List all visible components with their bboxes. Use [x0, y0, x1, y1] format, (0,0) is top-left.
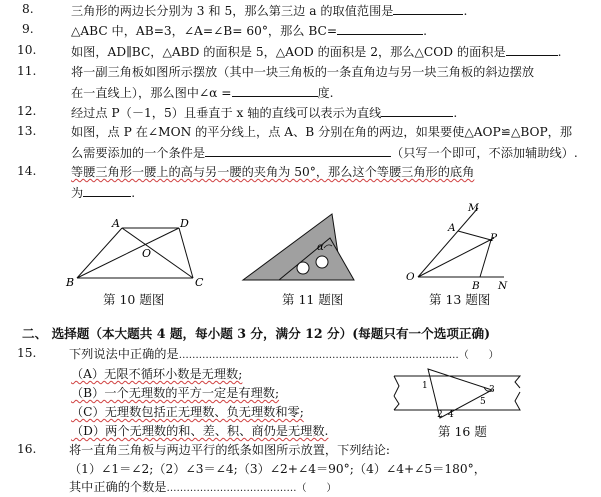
q9-text — [71, 22, 427, 39]
fig16-strip-left-cut-lower — [394, 396, 399, 410]
q11-answer-blank[interactable] — [232, 84, 318, 97]
q12-answer-blank[interactable] — [381, 104, 453, 117]
fig13-label-a: A — [448, 222, 456, 234]
fig16-label-5: 5 — [480, 397, 486, 407]
fig13-label-m: M — [468, 202, 479, 214]
q10-answer-blank[interactable] — [506, 43, 558, 56]
q11-line2-start: 在一直线上），那么图中∠α = — [71, 86, 232, 100]
fig10-label-c: C — [195, 276, 204, 289]
q14-line2 — [71, 184, 135, 201]
figure-13 — [396, 200, 536, 290]
q13-answer-blank[interactable] — [205, 144, 391, 157]
q9-number: 9. — [22, 22, 34, 36]
fig10-diagonal-ac — [122, 228, 193, 278]
q8-number: 8. — [22, 2, 34, 16]
fig10-segment-ab — [77, 228, 122, 278]
q15-option-d-text: （D）两个无理数的和、差、积、商仍是无理数. — [71, 424, 329, 438]
figure-16 — [392, 366, 528, 422]
q11-line1: 将一副三角板如图所示摆放（其中一块三角板的一条直角边与另一块三角板的斜边摆放 — [71, 65, 535, 79]
section-2-title: 二、 选择题（本大题共 4 题，每小题 3 分，满分 12 分）(每题只有一个选项正确) — [22, 326, 491, 341]
fig16-strip-bottom-edge — [394, 392, 520, 410]
q12-number: 12. — [17, 104, 37, 118]
q16-answer-paren[interactable]: …………………………………（ ） — [166, 483, 337, 494]
fig13-caption: 第 13 题图 — [429, 292, 491, 307]
fig13-label-b: B — [472, 280, 480, 290]
q11-number: 11. — [17, 64, 37, 78]
q14-line2-end: . — [131, 186, 136, 200]
q10-tail: . — [557, 45, 562, 59]
q10-number: 10. — [17, 43, 37, 57]
q8-text — [71, 2, 467, 19]
q8-stem: 三角形的两边长分别为 3 和 5，那么第三边 a 的取值范围是 — [71, 4, 394, 18]
q13-line1: 如图，点 P 在∠MON 的平分线上，点 A、B 分别在角的两边，如果要使△AOP≌△BOP，那 — [71, 125, 573, 139]
fig16-caption: 第 16 题 — [438, 424, 487, 439]
fig10-caption: 第 10 题图 — [103, 292, 165, 307]
q10-stem: 如图，AD∥BC，△ABD 的面积是 5，△AOD 的面积是 2，那么△COD 的面积是 — [71, 45, 506, 59]
fig10-diagonal-bd — [77, 228, 179, 278]
fig13-segment-pb — [480, 240, 491, 277]
q9-tail: . — [423, 24, 427, 38]
fig16-label-1: 1 — [422, 381, 428, 391]
q12-tail: . — [453, 106, 458, 120]
fig16-label-4: 4 — [448, 410, 454, 420]
q14-line1 — [71, 164, 474, 180]
fig10-label-o: O — [142, 247, 152, 260]
fig11-label-alpha: α — [317, 242, 324, 253]
q15-option-c-text: （C）无理数包括正无理数、负无理数和零; — [71, 405, 304, 419]
q12-stem: 经过点 P（－1，5）且垂直于 x 轴的直线可以表示为直线 — [71, 106, 382, 120]
q15-stem: 下列说法中正确的是 — [69, 347, 179, 361]
fig16-label-2: 2 — [437, 410, 443, 420]
figure-11 — [238, 208, 366, 286]
q12-text — [71, 104, 457, 121]
q14-number: 14. — [17, 164, 37, 178]
fig11-hole-2 — [316, 256, 328, 268]
q15-option-a-text: （A）无限不循环小数是无理数; — [71, 367, 243, 381]
fig13-bisector-op — [418, 238, 494, 277]
q16-line2: （1）∠1＝∠2;（2）∠3＝∠4;（3）∠2+∠4＝90°;（4）∠4+∠5＝180°， — [69, 462, 486, 476]
fig13-label-p: P — [490, 232, 498, 244]
figure-10 — [62, 212, 230, 294]
q16-line1: 将一直角三角板与两边平行的纸条如图所示放置，下列结论: — [69, 443, 390, 457]
q15-number: 15. — [17, 346, 37, 360]
q11-line2 — [71, 84, 334, 101]
q16-stem: 其中正确的个数是 — [69, 480, 167, 494]
q15-option-d — [71, 423, 328, 439]
fig13-segment-ap — [458, 231, 491, 240]
fig16-strip-left-cut — [394, 376, 399, 396]
q15-option-c — [71, 404, 304, 420]
q16-line3 — [69, 479, 337, 497]
fig10-segment-dc — [179, 228, 193, 278]
q13-line2-start: 么需要添加的一个条件是 — [71, 146, 206, 160]
q9-answer-blank[interactable] — [337, 22, 423, 35]
q16-number: 16. — [17, 442, 37, 456]
fig16-label-3: 3 — [489, 385, 495, 395]
q10-text — [71, 43, 562, 60]
fig13-ray-om — [418, 208, 478, 277]
q13-number: 13. — [17, 124, 37, 138]
q14-line1-text: 等腰三角形一腰上的高与另一腰的夹角为 50°，那么这个等腰三角形的底角 — [71, 165, 475, 179]
q15-option-a — [71, 366, 242, 382]
q13-line2 — [71, 144, 578, 161]
q9-stem: △ABC 中，AB=3，∠A=∠B= 60°，那么 BC= — [71, 24, 338, 38]
q14-answer-blank[interactable] — [83, 184, 131, 197]
fig16-strip-top-edge — [394, 376, 520, 388]
q15-answer-paren[interactable]: …………………………………………………………………………（ ） — [178, 350, 499, 361]
q14-line2-start: 为 — [71, 186, 84, 200]
fig11-hole-1 — [297, 262, 309, 274]
q8-tail: . — [463, 4, 468, 18]
fig13-label-o: O — [406, 271, 415, 283]
fig10-label-a: A — [112, 217, 120, 230]
q13-line2-end: （只写一个即可，不添加辅助线）. — [391, 146, 578, 160]
fig10-label-d: D — [180, 217, 189, 230]
q15-stem-line — [69, 346, 499, 364]
q15-option-b-text: （B）一个无理数的平方一定是有理数; — [71, 386, 280, 400]
fig13-label-n: N — [498, 280, 508, 290]
fig11-caption: 第 11 题图 — [282, 292, 344, 307]
q8-answer-blank[interactable] — [393, 2, 463, 15]
q15-option-b — [71, 385, 279, 401]
q11-line2-end: 度. — [317, 86, 334, 100]
fig10-label-b: B — [66, 276, 75, 289]
